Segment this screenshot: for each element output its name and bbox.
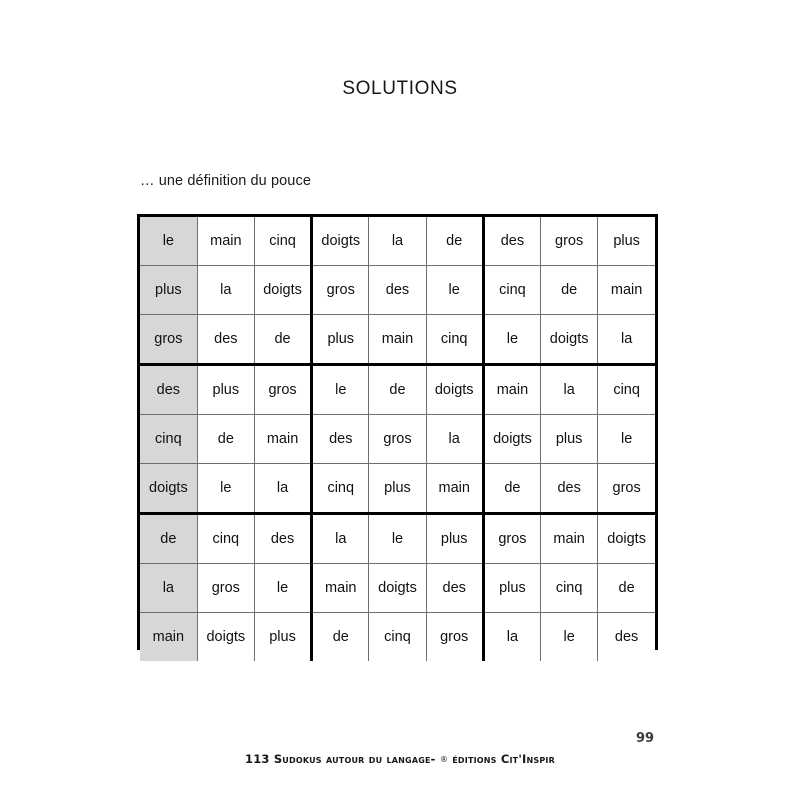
sudoku-cell-r8-c1: la xyxy=(140,564,197,613)
sudoku-cell-r5-c8: plus xyxy=(541,415,598,464)
page-number: 99 xyxy=(635,731,655,746)
sudoku-cell-r7-c4: la xyxy=(312,514,369,564)
sudoku-row xyxy=(140,365,655,415)
sudoku-cell-r3-c6: cinq xyxy=(426,315,483,365)
sudoku-cell-r7-c8: main xyxy=(541,514,598,564)
sudoku-cell-r4-c6: doigts xyxy=(426,365,483,415)
sudoku-cell-r5-c5: gros xyxy=(369,415,426,464)
sudoku-cell-r3-c3: de xyxy=(254,315,311,365)
sudoku-cell-r4-c3: gros xyxy=(254,365,311,415)
sudoku-cell-r9-c4: de xyxy=(312,613,369,662)
sudoku-row xyxy=(140,613,655,662)
sudoku-cell-r9-c6: gros xyxy=(426,613,483,662)
sudoku-row xyxy=(140,217,655,266)
sudoku-cell-r9-c1: main xyxy=(140,613,197,662)
sudoku-cell-r4-c2: plus xyxy=(197,365,254,415)
sudoku-row xyxy=(140,514,655,564)
sudoku-cell-r7-c3: des xyxy=(254,514,311,564)
sudoku-cell-r2-c3: doigts xyxy=(254,266,311,315)
sudoku-cell-r5-c1: cinq xyxy=(140,415,197,464)
sudoku-cell-r7-c1: de xyxy=(140,514,197,564)
sudoku-cell-r5-c9: le xyxy=(598,415,655,464)
sudoku-cell-r6-c5: plus xyxy=(369,464,426,514)
sudoku-cell-r7-c7: gros xyxy=(483,514,540,564)
sudoku-cell-r6-c2: le xyxy=(197,464,254,514)
sudoku-cell-r7-c2: cinq xyxy=(197,514,254,564)
sudoku-cell-r7-c6: plus xyxy=(426,514,483,564)
sudoku-cell-r6-c7: de xyxy=(483,464,540,514)
sudoku-cell-r1-c6: de xyxy=(426,217,483,266)
sudoku-cell-r6-c1: doigts xyxy=(140,464,197,514)
sudoku-cell-r5-c6: la xyxy=(426,415,483,464)
sudoku-row xyxy=(140,266,655,315)
sudoku-cell-r2-c1: plus xyxy=(140,266,197,315)
sudoku-cell-r3-c5: main xyxy=(369,315,426,365)
sudoku-cell-r9-c9: des xyxy=(598,613,655,662)
sudoku-cell-r3-c9: la xyxy=(598,315,655,365)
sudoku-cell-r2-c5: des xyxy=(369,266,426,315)
footer-publisher-text: éditions Cit'Inspir xyxy=(452,752,555,766)
sudoku-cell-r1-c9: plus xyxy=(598,217,655,266)
sudoku-cell-r3-c7: le xyxy=(483,315,540,365)
sudoku-row xyxy=(140,415,655,464)
sudoku-cell-r8-c3: le xyxy=(254,564,311,613)
sudoku-cell-r2-c2: la xyxy=(197,266,254,315)
registered-mark-icon: ® xyxy=(439,755,449,764)
sudoku-body xyxy=(140,217,655,661)
sudoku-cell-r4-c8: la xyxy=(541,365,598,415)
sudoku-cell-r9-c3: plus xyxy=(254,613,311,662)
sudoku-cell-r1-c8: gros xyxy=(541,217,598,266)
sudoku-cell-r2-c8: de xyxy=(541,266,598,315)
footer-credit xyxy=(0,752,800,766)
sudoku-cell-r2-c6: le xyxy=(426,266,483,315)
sudoku-cell-r7-c5: le xyxy=(369,514,426,564)
sudoku-cell-r4-c5: de xyxy=(369,365,426,415)
sudoku-cell-r2-c4: gros xyxy=(312,266,369,315)
sudoku-row xyxy=(140,315,655,365)
sudoku-row xyxy=(140,564,655,613)
sudoku-cell-r6-c4: cinq xyxy=(312,464,369,514)
sudoku-cell-r8-c9: de xyxy=(598,564,655,613)
sudoku-cell-r1-c3: cinq xyxy=(254,217,311,266)
sudoku-cell-r5-c2: de xyxy=(197,415,254,464)
sudoku-cell-r6-c8: des xyxy=(541,464,598,514)
page-title: SOLUTIONS xyxy=(342,78,458,99)
sudoku-cell-r8-c2: gros xyxy=(197,564,254,613)
sudoku-cell-r5-c7: doigts xyxy=(483,415,540,464)
sudoku-cell-r1-c7: des xyxy=(483,217,540,266)
sudoku-cell-r2-c9: main xyxy=(598,266,655,315)
puzzle-subtitle: … une définition du pouce xyxy=(140,173,311,189)
sudoku-grid xyxy=(137,214,658,650)
sudoku-cell-r9-c5: cinq xyxy=(369,613,426,662)
sudoku-cell-r9-c2: doigts xyxy=(197,613,254,662)
sudoku-cell-r8-c8: cinq xyxy=(541,564,598,613)
sudoku-cell-r9-c7: la xyxy=(483,613,540,662)
sudoku-cell-r4-c7: main xyxy=(483,365,540,415)
sudoku-cell-r3-c8: doigts xyxy=(541,315,598,365)
footer-title-text: 113 Sudokus autour du langage- xyxy=(245,752,436,766)
sudoku-cell-r6-c9: gros xyxy=(598,464,655,514)
sudoku-cell-r4-c9: cinq xyxy=(598,365,655,415)
sudoku-cell-r4-c4: le xyxy=(312,365,369,415)
sudoku-cell-r9-c8: le xyxy=(541,613,598,662)
sudoku-cell-r3-c4: plus xyxy=(312,315,369,365)
sudoku-cell-r4-c1: des xyxy=(140,365,197,415)
sudoku-cell-r6-c6: main xyxy=(426,464,483,514)
sudoku-cell-r1-c1: le xyxy=(140,217,197,266)
sudoku-cell-r8-c5: doigts xyxy=(369,564,426,613)
sudoku-table xyxy=(140,217,655,661)
sudoku-cell-r1-c4: doigts xyxy=(312,217,369,266)
sudoku-cell-r3-c1: gros xyxy=(140,315,197,365)
sudoku-cell-r7-c9: doigts xyxy=(598,514,655,564)
sudoku-cell-r5-c4: des xyxy=(312,415,369,464)
sudoku-cell-r8-c7: plus xyxy=(483,564,540,613)
sudoku-row xyxy=(140,464,655,514)
sudoku-cell-r8-c6: des xyxy=(426,564,483,613)
sudoku-cell-r3-c2: des xyxy=(197,315,254,365)
sudoku-cell-r6-c3: la xyxy=(254,464,311,514)
sudoku-cell-r2-c7: cinq xyxy=(483,266,540,315)
sudoku-cell-r1-c2: main xyxy=(197,217,254,266)
sudoku-cell-r8-c4: main xyxy=(312,564,369,613)
sudoku-cell-r1-c5: la xyxy=(369,217,426,266)
sudoku-cell-r5-c3: main xyxy=(254,415,311,464)
